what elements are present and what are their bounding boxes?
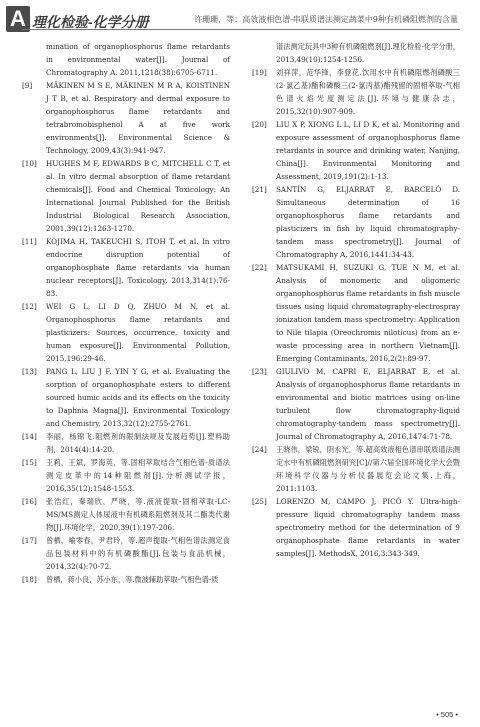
reference-text: 刘祥萍，范华锋，李登花.饮用水中有机磷阻燃剂磷酸三(2-氯乙基)酯和磷酸三(2-氯丙基)酯残留的固相萃取-气相色谱火焰光度测定法[J].环境与健康杂志，2015,32(10):907-909. (276, 68, 460, 116)
right-column (252, 40, 460, 560)
reference-item (252, 261, 460, 365)
reference-item (22, 79, 230, 157)
reference-item (252, 118, 460, 183)
reference-item (22, 235, 230, 300)
reference-number: [9] (22, 81, 33, 90)
reference-text: MATSUKAMI H, SUZUKI G, TUE N M, et al. Analysis of monomeric and oligomeric organophosphorus flame retardants in fish muscle tissues using liquid chromatography-electrospray ionization tandem mass spectrometry: Application to Nile tilapia (Oreochromis niloticus) from an e-waste processing area in northern Vietnam[J]. Emerging Contaminants, 2016,2(2):89-97. (276, 263, 460, 363)
reference-text: WEI G L, LI D Q, ZHUO M N, et al. Organophosphorus flame retardants and plasticizers: Sources, occurrence, toxicity and human exposure[J]. Environmental Pollution, 2015,196:29-46. (46, 302, 230, 363)
journal-logo: A (6, 6, 30, 32)
reference-number: [25] (252, 497, 267, 506)
reference-item (22, 430, 230, 456)
reference-text: LIU X P, XIONG L L, LI D K, et al. Monitoring and exposure assessment of organophosphorus flame retardants in source and drinking water, Nanjing, China[J]. Environmental Monitoring and Assessment, 2019,191(2):1-13. (276, 120, 460, 181)
reference-item (22, 365, 230, 430)
reference-number: [22] (252, 263, 267, 272)
reference-number: [18] (22, 575, 37, 584)
reference-text: 王莉，王斌，罗海英，等.固相萃取结合气相色谱-质谱法测定皮革中的14种阻燃剂[J].分析测试学报，2016,35(12):1548-1553. (46, 458, 230, 493)
reference-text: 曾栖，蒋小良，苏小东，等.微波辅助萃取-气相色谱-质 (46, 575, 219, 584)
reference-number: [21] (252, 185, 267, 194)
reference-text: HUGHES M F, EDWARDS B C, MITCHELL C T, et al. In vitro dermal absorption of flame retardant chemicals[J]. Food and Chemical Toxicology: An International Journal Published for the British Industrial Biological Research Association, 2001,39(12):1263-1270. (46, 159, 230, 233)
reference-text: 李丽，杨锦飞.阻燃剂的限制法规及发展趋势[J].塑料助剂，2014(4):14-20. (46, 432, 230, 454)
reference-item (22, 573, 230, 586)
reference-continuation: mination of organophosphorus flame retardants in environmental water[J]. Journal of Chromatography A, 2011,1218(38):6705-6711. (46, 42, 230, 77)
reference-list (252, 66, 460, 560)
left-column (22, 40, 230, 586)
reference-text: KOJIMA H, TAKEUCHI S, ITOH T, et al. In vitro endocrine disruption potential of organophosphate flame retardants via human nuclear receptors[J]. Toxicology, 2013,314(1):76-83. (46, 237, 230, 298)
running-title: 许珊珊，等：高效液相色谱-串联质谱法测定蔬菜中9种有机磷阻燃剂的含量 (194, 15, 458, 24)
reference-number: [12] (22, 302, 37, 311)
reference-item (22, 456, 230, 495)
reference-item (22, 534, 230, 573)
reference-item (252, 66, 460, 118)
reference-number: [14] (22, 432, 37, 441)
reference-list (22, 79, 230, 586)
reference-number: [23] (252, 367, 267, 376)
reference-number: [20] (252, 120, 267, 129)
reference-text: MÄKINEN M S E, MÄKINEN M R A, KOISTINEN J T B, et al. Respiratory and dermal exposure to organophosphorus flame retardants and tetrabromobisphenol A at five work environments[J]. Environmental Science & Technology, 2009,43(3):941-947. (46, 81, 230, 155)
reference-continuation: 谱法测定玩具中3种有机磷阻燃剂[J].理化检验-化学分册，2013,49(10):1254-1256. (276, 42, 460, 64)
reference-text: GIULIVO M, CAPRI E, ELJARRAT E, et al. Analysis of organophosphorus flame retardants in environmental and biotic matrices using on-line turbulent flow chromatography-liquid chromatography-tandem mass spectrometry[J]. Journal of Chromatography A, 2016,1474:71-78. (276, 367, 460, 441)
reference-number: [13] (22, 367, 37, 376)
reference-item (252, 365, 460, 443)
page-header (0, 0, 480, 40)
reference-text: 张浩红，秦瑞欣，严晓，等.液液提取-固相萃取-LC-MS/MS测定人体尿液中有机磷系阻燃剂及其二酯类代谢物[J].环境化学，2020,39(1):197-206. (46, 497, 230, 532)
reference-item (22, 495, 230, 534)
reference-number: [24] (252, 445, 267, 454)
journal-name: 理化检验-化学分册 (32, 14, 149, 30)
reference-item (252, 183, 460, 261)
reference-number: [17] (22, 536, 37, 545)
reference-item (22, 300, 230, 365)
reference-number: [16] (22, 497, 37, 506)
reference-text: LORENZO M, CAMPO J, PICÓ Y. Ultra-high-pressure liquid chromatography tandem mass spectrometry method for the determination of 9 organophosphate flame retardants in water samples[J]. MethodsX, 2016,3:343-349. (276, 497, 460, 558)
reference-number: [15] (22, 458, 37, 467)
reference-item (252, 495, 460, 560)
reference-text: SANTÍN G, ELJARRAT E, BARCELÓ D. Simultaneous determination of 16 organophosphorus flame retardants and plasticizers in fish by liquid chromatography-tandem mass spectrometry[J]. Journal of Chromatography A, 2016,1441:34-43. (276, 185, 460, 259)
reference-number: [10] (22, 159, 37, 168)
header-rule (22, 29, 460, 30)
reference-number: [11] (22, 237, 37, 246)
reference-item (22, 157, 230, 235)
reference-text: PANG L, LIU J F, YIN Y G, et al. Evaluating the sorption of organophosphate esters to different sourced humic acids and its effects on the toxicity to Daphnia Magna[J]. Environmental Toxicology and Chemistry, 2013,32(12):2755-2761. (46, 367, 230, 428)
page-number: • 505 • (436, 710, 458, 719)
reference-text: 曾栖，喻零春，尹君玲，等.超声提取-气相色谱法测定食品包装材料中的有机磷酸酯[J].包装与食品机械，2014,32(4):70-72. (46, 536, 230, 571)
reference-item (252, 443, 460, 495)
reference-text: 王晓伟，梁锐，阴永光，等.超高效液相色谱串联质谱法测定水中有机磷阻燃剂研究[C]//第六届全国环境化学大会暨环境科学仪器与分析仪器展览会论文集.上海，2011:1103. (276, 445, 460, 493)
reference-number: [19] (252, 68, 267, 77)
